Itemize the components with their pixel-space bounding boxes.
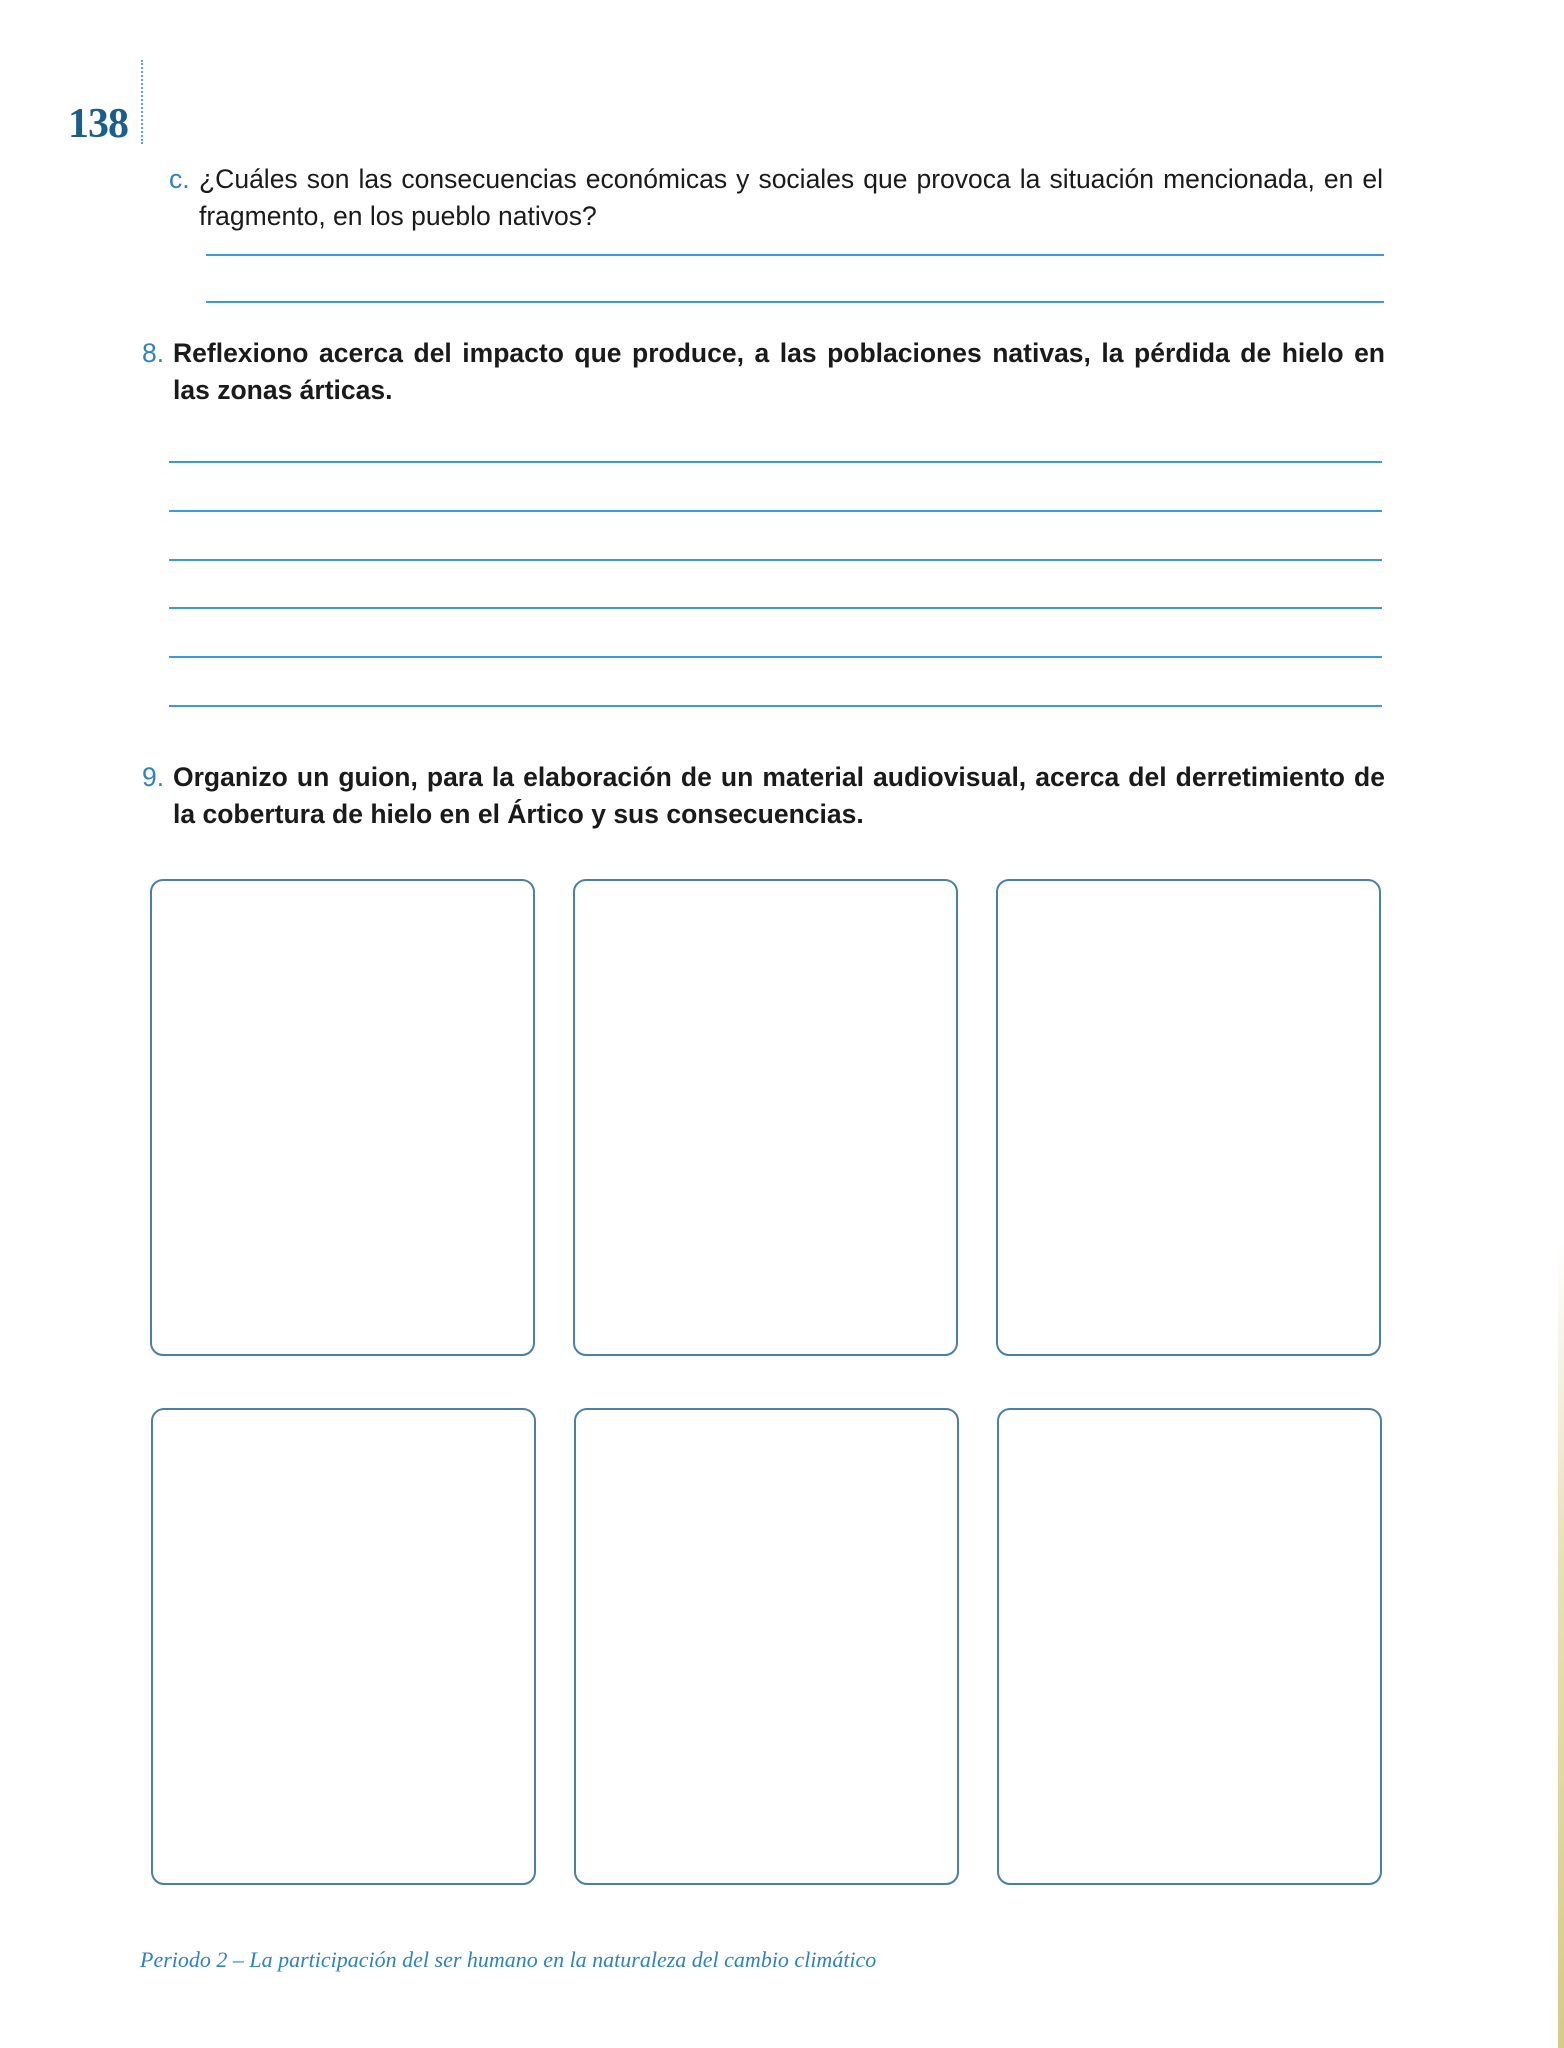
storyboard-panel-4[interactable] [151,1408,536,1885]
question-9-marker: 9. [142,762,165,792]
page-number-divider [141,60,143,144]
answer-line-8-4[interactable] [169,607,1382,609]
answer-line-8-6[interactable] [169,705,1382,707]
question-8-text: Reflexiono acerca del impacto que produce, a las poblaciones nativas, la pérdida de hielo en las zonas árticas. [173,338,1385,405]
question-8-marker: 8. [142,338,165,368]
page-edge-strip [1558,1240,1564,2048]
storyboard-panel-6[interactable] [997,1408,1382,1885]
storyboard-panel-5[interactable] [574,1408,959,1885]
question-c-marker: c. [169,164,190,194]
storyboard-panel-1[interactable] [150,879,535,1356]
answer-line-8-5[interactable] [169,656,1382,658]
question-9 [142,759,1385,833]
storyboard-panel-3[interactable] [996,879,1381,1356]
question-8 [142,335,1385,409]
answer-line-c-1[interactable] [206,254,1384,256]
answer-line-c-2[interactable] [206,301,1384,303]
answer-line-8-3[interactable] [169,559,1382,561]
question-9-text: Organizo un guion, para la elaboración de un material audiovisual, acerca del derretimiento de la cobertura de hielo en el Ártico y sus consecuencias. [173,762,1385,829]
question-c-text: ¿Cuáles son las consecuencias económicas y sociales que provoca la situación mencionada, en el fragmento, en los pueblo nativos? [199,164,1383,231]
storyboard-panel-2[interactable] [573,879,958,1356]
answer-line-8-1[interactable] [169,461,1382,463]
answer-line-8-2[interactable] [169,510,1382,512]
page-number: 138 [68,101,128,147]
question-c [169,161,1383,235]
page-footer: Periodo 2 – La participación del ser humano en la naturaleza del cambio climático [140,1947,877,1972]
